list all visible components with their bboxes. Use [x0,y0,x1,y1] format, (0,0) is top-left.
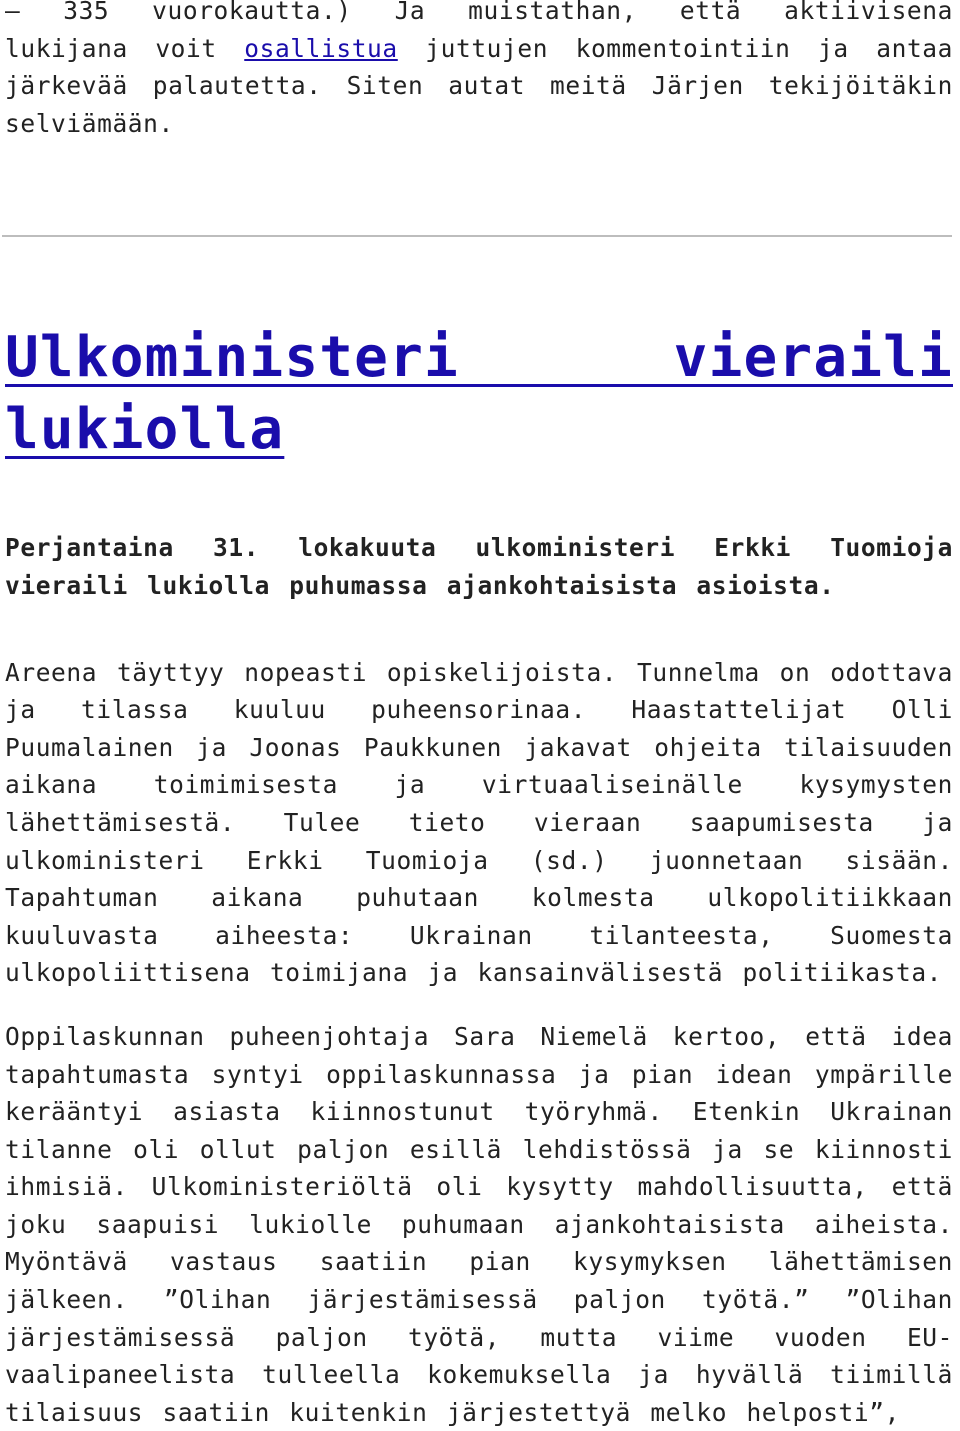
participate-link[interactable]: osallistua [244,33,398,63]
article-page [5,0,953,1431]
intro-text-before-link: – 335 vuorokautta.) Ja muistathan, että aktiivisena lukijana voit [5,0,953,63]
article-title-link[interactable]: Ulkoministeri vieraili lukiolla [5,325,953,463]
article-title [5,322,953,466]
intro-paragraph [5,0,953,142]
intro-text-after-link: juttujen kommentointiin ja antaa järkevää palautetta. Siten autat meitä Järjen tekijöitäkin selviämään. [5,33,954,138]
article-lead: Perjantaina 31. lokakuuta ulkoministeri Erkki Tuomioja vieraili lukiolla puhumassa ajankohtaisista asioista. [5,533,953,600]
article-paragraph-1: Areena täyttyy nopeasti opiskelijoista. Tunnelma on odottava ja tilassa kuuluu puheensorinaa. Haastattelijat Olli Puumalainen ja Joonas Paukkunen jakavat ohjeita tilaisuuden aikana toimimisesta ja virtuaaliseinälle kysymysten lähettämisestä. Tulee tieto vieraan saapumisesta ja ulkoministeri Erkki Tuomioja (sd.) juonnetaan sisään. Tapahtuman aikana puhutaan kolmesta ulkopolitiikkaan kuuluvasta aiheesta: Ukrainan tilanteesta, Suomesta ulkopoliittisena toimijana ja kansainvälisestä politiikasta. [5,657,953,988]
section-divider [2,235,952,237]
article-paragraph-2: Oppilaskunnan puheenjohtaja Sara Niemelä kertoo, että idea tapahtumasta syntyi oppilaskunnassa ja pian idean ympärille kerääntyi asiasta kiinnostunut työryhmä. Etenkin Ukrainan tilanne oli ollut paljon esillä lehdistössä ja se kiinnosti ihmisiä. Ulkoministeriöltä oli kysytty mahdollisuutta, että joku saapuisi lukiolle puhumaan ajankohtaisista aiheista. Myöntävä vastaus saatiin pian kysymyksen lähettämisen jälkeen. ”Olihan järjestämisessä paljon työtä.” ”Olihan järjestämisessä paljon työtä, mutta viime vuoden EU-vaalipaneelista tulleella kokemuksella ja hyvällä tiimillä tilaisuus saatiin kuitenkin järjestettyä melko helposti”, [5,1021,953,1427]
